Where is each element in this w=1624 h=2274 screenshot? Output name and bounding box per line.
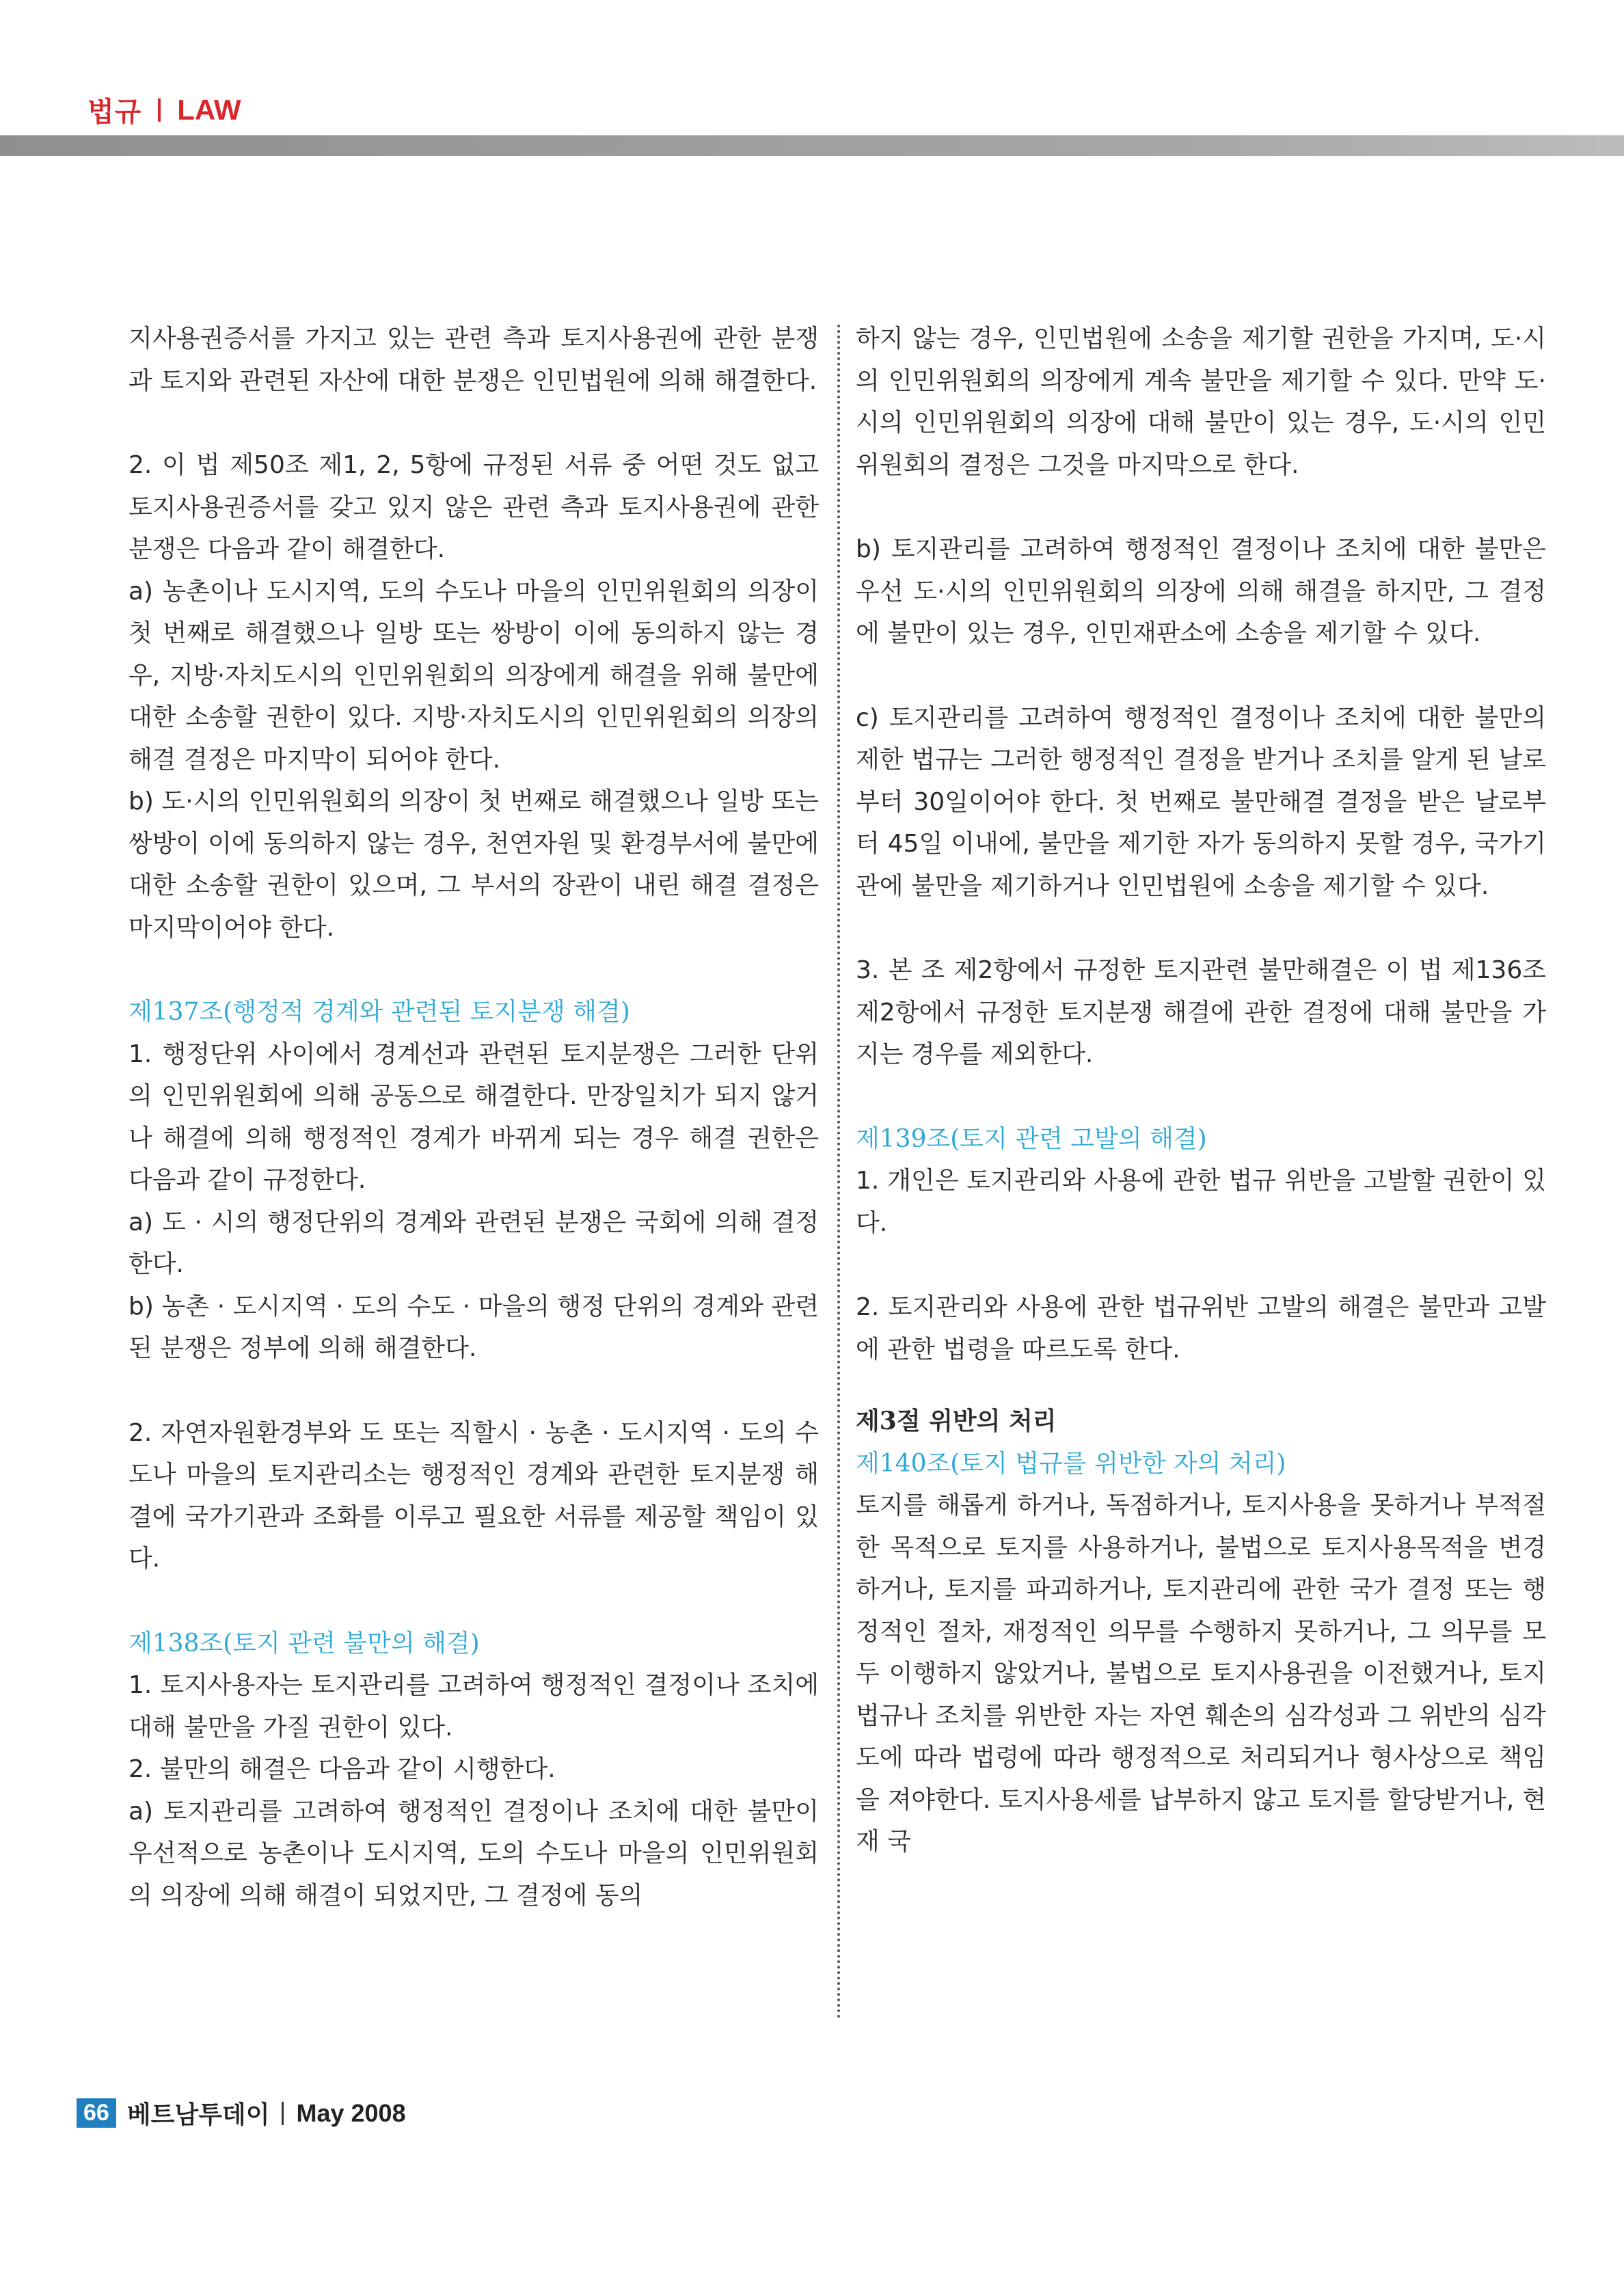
paragraph: 1. 개인은 토지관리와 사용에 관한 법규 위반을 고발할 권한이 있다.: [856, 1167, 1546, 1237]
column-divider: [837, 325, 840, 2020]
paragraph: 3. 본 조 제2항에서 규정한 토지관련 불만해결은 이 법 제136조 제2항에서 규정한 토지분쟁 해결에 관한 결정에 대해 불만을 가지는 경우를 제외한다.: [856, 956, 1546, 1068]
header-separator: [158, 98, 161, 122]
paragraph: a) 토지관리를 고려하여 행정적인 결정이나 조치에 대한 불만이 우선적으로 농촌이나 도시지역, 도의 수도나 마을의 인민위원회의 의장에 의해 해결이 되었지만, 그 결정에 동의: [128, 1797, 819, 1910]
paragraph: 하지 않는 경우, 인민법원에 소송을 제기할 권한을 가지며, 도·시의 인민위원회의 의장에게 계속 불만을 제기할 수 있다. 만약 도·시의 인민위원회의 의장에 대해 불만이 있는 경우, 도·시의 인민위원회의 결정은 그것을 마지막으로 한다.: [856, 325, 1546, 479]
header-rule-bar: [0, 135, 1624, 156]
article-139-title: 제139조(토지 관련 고발의 해결): [856, 1124, 1207, 1153]
paragraph: b) 농촌 · 도시지역 · 도의 수도 · 마을의 행정 단위의 경계와 관련된 분쟁은 정부에 의해 해결한다.: [128, 1292, 819, 1362]
article-137-title: 제137조(행정적 경계와 관련된 토지분쟁 해결): [128, 998, 630, 1026]
paragraph: 2. 이 법 제50조 제1, 2, 5항에 규정된 서류 중 어떤 것도 없고 토지사용권증서를 갖고 있지 않은 관련 측과 토지사용권에 관한 분쟁은 다음과 같이 해결한다.: [128, 451, 819, 563]
paragraph: 2. 토지관리와 사용에 관한 법규위반 고발의 해결은 불만과 고발에 관한 법령을 따르도록 한다.: [856, 1293, 1546, 1364]
paragraph: 1. 토지사용자는 토지관리를 고려하여 행정적인 결정이나 조치에 대해 불만을 가질 권한이 있다.: [128, 1671, 819, 1742]
page-footer: [77, 2096, 406, 2130]
left-column: [128, 318, 819, 1917]
footer-separator: [282, 2102, 284, 2125]
section-label-en: LAW: [177, 93, 241, 126]
article-138-title: 제138조(토지 관련 불만의 해결): [128, 1629, 480, 1657]
magazine-name: 베트남투데이: [126, 2101, 270, 2129]
paragraph: 지사용권증서를 가지고 있는 관련 측과 토지사용권에 관한 분쟁과 토지와 관련된 자산에 대한 분쟁은 인민법원에 의해 해결한다.: [128, 325, 819, 395]
section-label-kr: 법규: [87, 96, 142, 128]
paragraph: 2. 자연자원환경부와 도 또는 직할시 · 농촌 · 도시지역 · 도의 수도나 마을의 토지관리소는 행정적인 경계와 관련한 토지분쟁 해결에 국가기관과 조화를 이루고 필요한 서류를 제공할 책임이 있다.: [128, 1418, 819, 1573]
paragraph: a) 농촌이나 도시지역, 도의 수도나 마을의 인민위원회의 의장이 첫 번째로 해결했으나 일방 또는 쌍방이 이에 동의하지 않는 경우, 지방·자치도시의 인민위원회의 의장에게 해결을 위해 불만에 대한 소송할 권한이 있다. 지방·자치도시의 인민위원회의 의장의 해결 결정은 마지막이 되어야 한다.: [128, 577, 820, 774]
paragraph: c) 토지관리를 고려하여 행정적인 결정이나 조치에 대한 불만의 제한 법규는 그러한 행정적인 결정을 받거나 조치를 알게 된 날로부터 30일이어야 한다. 첫 번째로 불만해결 결정을 받은 날로부터 45일 이내에, 불만을 제기한 자가 동의하지 못할 경우, 국가기관에 불만을 제기하거나 인민법원에 소송을 제기할 수 있다.: [856, 703, 1546, 900]
article-140-title: 제140조(토지 법규를 위반한 자의 처리): [856, 1449, 1286, 1478]
page-number: 66: [77, 2098, 116, 2128]
paragraph: 2. 불만의 해결은 다음과 같이 시행한다.: [128, 1755, 556, 1783]
paragraph: b) 도·시의 인민위원회의 의장이 첫 번째로 해결했으나 일방 또는 쌍방이 이에 동의하지 않는 경우, 천연자원 및 환경부서에 불만에 대한 소송할 권한이 있으며, 그 부서의 장관이 내린 해결 결정은 마지막이어야 한다.: [128, 787, 819, 942]
section-3-title: 제3절 위반의 처리: [856, 1407, 1057, 1435]
page-header: [87, 90, 241, 129]
right-column: [856, 318, 1546, 1863]
paragraph: 토지를 해롭게 하거나, 독점하거나, 토지사용을 못하거나 부적절한 목적으로 토지를 사용하거나, 불법으로 토지사용목적을 변경하거나, 토지를 파괴하거나, 토지관리에 관한 국가 결정 또는 행정적인 절차, 재정적인 의무를 수행하지 못하거나, 그 의무를 모두 이행하지 않았거나, 불법으로 토지사용권을 이전했거나, 토지 법규나 조치를 위반한 자는 자연 훼손의 심각성과 그 위반의 심각도에 따라 법령에 따라 행정적으로 처리되거나 형사상으로 책임을 져야한다. 토지사용세를 납부하지 않고 토지를 할당받거나, 현재 국: [856, 1491, 1546, 1856]
paragraph: b) 토지관리를 고려하여 행정적인 결정이나 조치에 대한 불만은 우선 도·시의 인민위원회의 의장에 의해 해결을 하지만, 그 결정에 불만이 있는 경우, 인민재판소에 소송을 제기할 수 있다.: [856, 535, 1546, 647]
issue-date: May 2008: [296, 2098, 406, 2127]
paragraph: a) 도 · 시의 행정단위의 경계와 관련된 분쟁은 국회에 의해 결정한다.: [128, 1208, 819, 1278]
paragraph: 1. 행정단위 사이에서 경계선과 관련된 토지분쟁은 그러한 단위의 인민위원회에 의해 공동으로 해결한다. 만장일치가 되지 않거나 해결에 의해 행정적인 경계가 바뀌게 되는 경우 해결 권한은 다음과 같이 규정한다.: [128, 1040, 820, 1194]
